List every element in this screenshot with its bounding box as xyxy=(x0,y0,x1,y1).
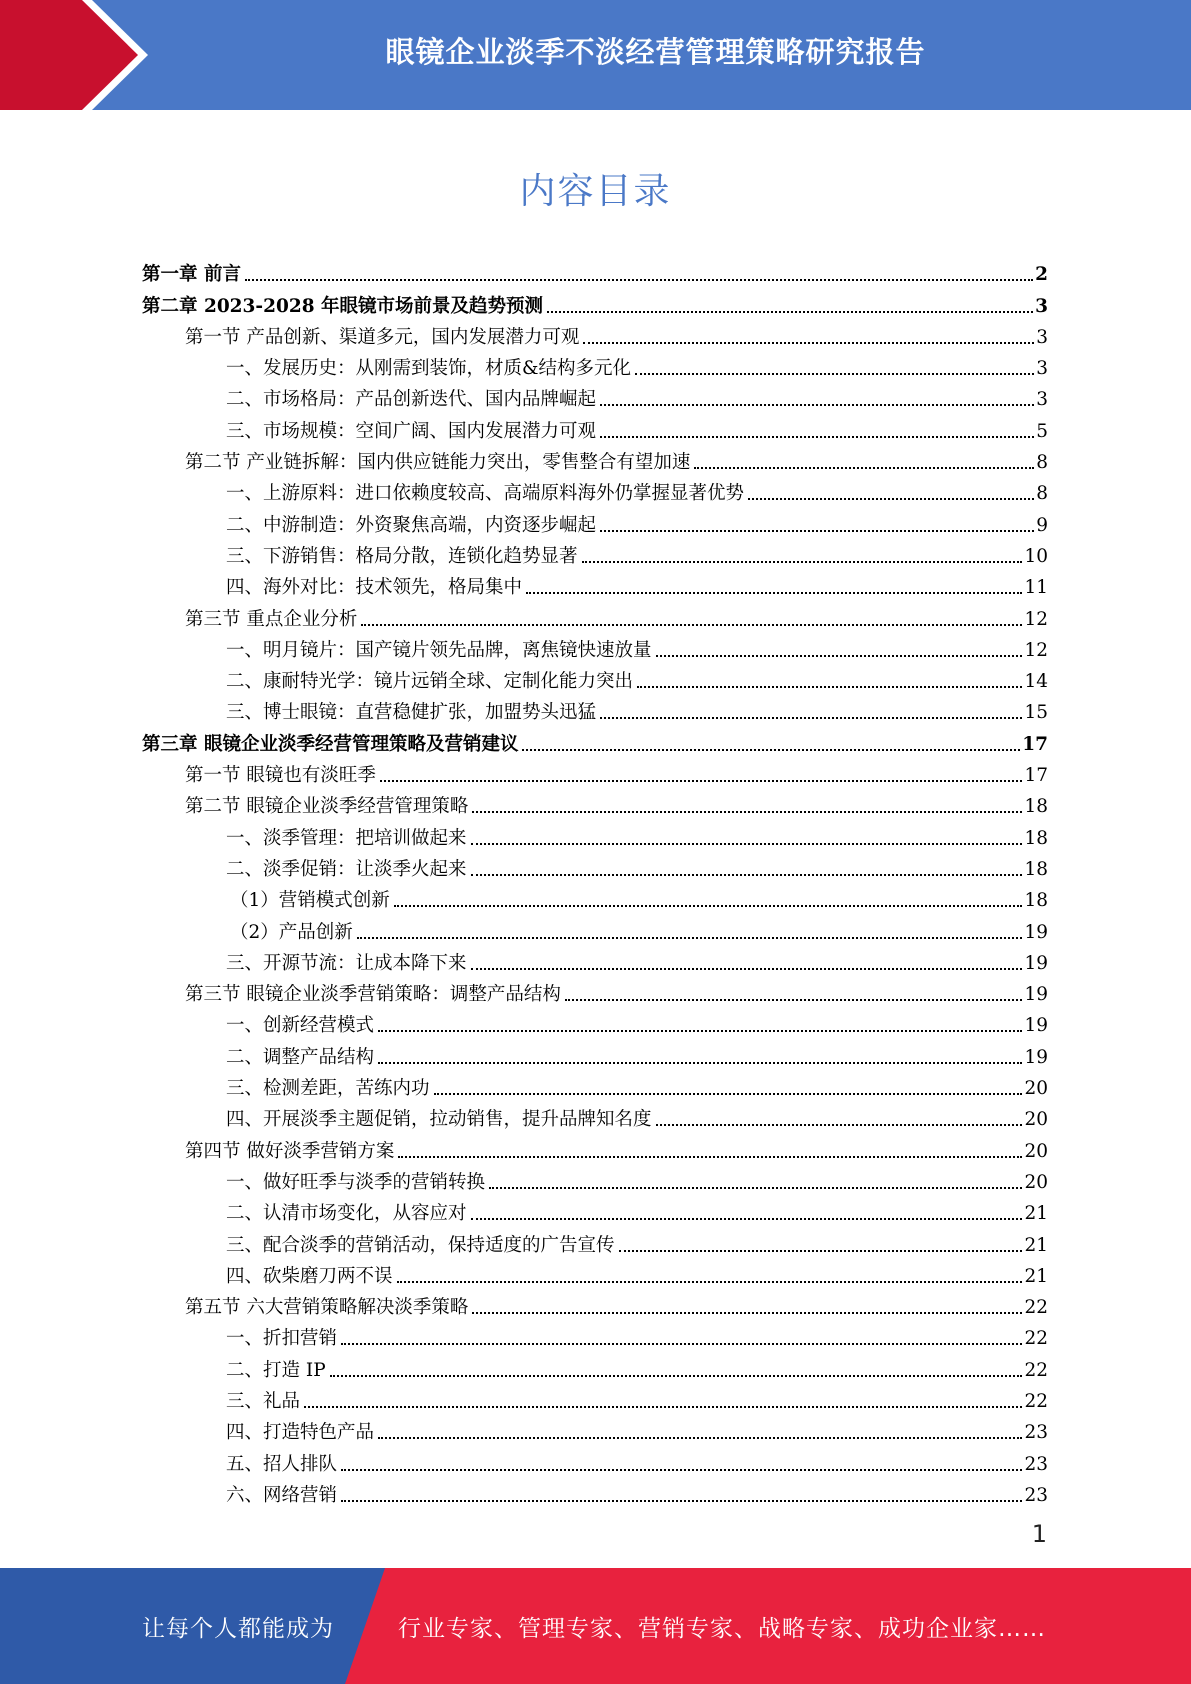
toc-dot-leader xyxy=(245,278,1033,281)
toc-entry-page: 20 xyxy=(1024,1078,1048,1100)
toc-dot-leader xyxy=(656,654,1023,657)
toc-dot-leader xyxy=(547,310,1033,313)
toc-entry-page: 3 xyxy=(1036,326,1048,348)
footer-slogan-right: 行业专家、管理专家、营销专家、战略专家、成功企业家…… xyxy=(398,1615,1046,1642)
toc-entry[interactable] xyxy=(142,1444,1048,1475)
toc-dot-leader xyxy=(341,1342,1022,1345)
toc-entry-title: 三、礼品 xyxy=(226,1390,301,1412)
toc-entry-page: 14 xyxy=(1024,671,1048,693)
toc-entry[interactable] xyxy=(142,944,1048,975)
toc-entry[interactable] xyxy=(142,818,1048,849)
toc-entry-page: 12 xyxy=(1024,608,1048,630)
toc-entry-title: 二、调整产品结构 xyxy=(226,1046,375,1068)
toc-entry-page: 19 xyxy=(1024,1015,1048,1037)
toc-entry-page: 22 xyxy=(1024,1297,1048,1319)
toc-entry[interactable] xyxy=(142,1100,1048,1131)
toc-entry-title: 二、打造 IP xyxy=(226,1359,326,1381)
toc-entry-title: 二、中游制造：外资聚焦高端，内资逐步崛起 xyxy=(226,514,597,536)
toc-entry-title: 四、开展淡季主题促销，拉动销售，提升品牌知名度 xyxy=(226,1109,652,1131)
toc-entry-title: 第一节 产品创新、渠道多元，国内发展潜力可观 xyxy=(185,326,580,348)
toc-entry-page: 22 xyxy=(1024,1359,1048,1381)
toc-dot-leader xyxy=(361,623,1022,626)
toc-entry-page: 3 xyxy=(1035,295,1048,317)
toc-entry-page: 20 xyxy=(1024,1140,1048,1162)
toc-entry[interactable] xyxy=(142,756,1048,787)
page-number: 1 xyxy=(1031,1520,1047,1548)
toc-entry[interactable] xyxy=(142,443,1048,474)
toc-dot-leader xyxy=(489,1186,1022,1189)
toc-entry-title: 二、康耐特光学：镜片远销全球、定制化能力突出 xyxy=(226,671,634,693)
toc-entry-page: 21 xyxy=(1024,1234,1048,1256)
toc-dot-leader xyxy=(398,1155,1022,1158)
toc-entry[interactable] xyxy=(142,787,1048,818)
toc-dot-leader xyxy=(748,497,1034,500)
toc-entry-title: 五、招人排队 xyxy=(226,1453,338,1475)
toc-entry-title: 一、做好旺季与淡季的营销转换 xyxy=(226,1171,486,1193)
toc-entry-title: 第四节 做好淡季营销方案 xyxy=(185,1140,395,1162)
toc-entry-page: 23 xyxy=(1024,1453,1048,1475)
toc-entry-title: 一、发展历史：从刚需到装饰，材质&结构多元化 xyxy=(226,358,631,380)
toc-entry-title: 三、下游销售：格局分散，连锁化趋势显著 xyxy=(226,545,578,567)
toc-entry[interactable] xyxy=(142,850,1048,881)
toc-entry-page: 3 xyxy=(1036,389,1048,411)
toc-entry-title: （1）营销模式创新 xyxy=(230,890,390,912)
footer-slogan-left: 让每个人都能成为 xyxy=(142,1615,334,1642)
toc-entry[interactable] xyxy=(142,1382,1048,1413)
toc-entry[interactable] xyxy=(142,1006,1048,1037)
toc-heading: 内容目录 xyxy=(519,171,672,212)
toc-dot-leader xyxy=(380,779,1023,782)
toc-entry[interactable] xyxy=(142,1257,1048,1288)
toc-dot-leader xyxy=(304,1405,1022,1408)
toc-dot-leader xyxy=(637,685,1022,688)
toc-entry[interactable] xyxy=(142,255,1048,286)
toc-dot-leader xyxy=(394,904,1023,907)
toc-entry-title: 四、海外对比：技术领先，格局集中 xyxy=(226,577,523,599)
toc-entry-title: 一、明月镜片：国产镜片领先品牌，离焦镜快速放量 xyxy=(226,639,652,661)
toc-entry-title: 四、砍柴磨刀两不误 xyxy=(226,1265,393,1287)
toc-entry-page: 17 xyxy=(1022,733,1048,755)
toc-entry-title: 三、配合淡季的营销活动，保持适度的广告宣传 xyxy=(226,1234,615,1256)
toc-entry-page: 20 xyxy=(1024,1109,1048,1131)
toc-entry[interactable] xyxy=(142,411,1048,442)
toc-entry-title: 一、上游原料：进口依赖度较高、高端原料海外仍掌握显著优势 xyxy=(226,483,745,505)
toc-dot-leader xyxy=(397,1280,1023,1283)
toc-entry-page: 18 xyxy=(1024,890,1048,912)
toc-entry-title: 第一节 眼镜也有淡旺季 xyxy=(185,765,376,787)
toc-dot-leader xyxy=(378,1436,1022,1439)
toc-entry-page: 23 xyxy=(1024,1484,1048,1506)
toc-entry[interactable] xyxy=(142,1288,1048,1319)
toc-entry-page: 8 xyxy=(1036,452,1048,474)
toc-entry-title: 二、认清市场变化，从容应对 xyxy=(226,1203,467,1225)
toc-entry-title: 三、市场规模：空间广阔、国内发展潜力可观 xyxy=(226,420,597,442)
toc-entry-title: 第三节 眼镜企业淡季营销策略：调整产品结构 xyxy=(185,984,561,1006)
toc-dot-leader xyxy=(471,873,1023,876)
toc-entry[interactable] xyxy=(142,349,1048,380)
toc-entry-page: 19 xyxy=(1024,984,1048,1006)
toc-entry[interactable] xyxy=(142,1476,1048,1507)
toc-entry[interactable] xyxy=(142,380,1048,411)
toc-entry[interactable] xyxy=(142,1163,1048,1194)
toc-entry[interactable] xyxy=(142,537,1048,568)
toc-entry-title: 第二节 产业链拆解：国内供应链能力突出，零售整合有望加速 xyxy=(185,452,691,474)
toc-dot-leader xyxy=(471,842,1023,845)
toc-entry[interactable] xyxy=(142,724,1048,755)
toc-entry[interactable] xyxy=(142,599,1048,630)
toc-entry-title: 二、市场格局：产品创新迭代、国内品牌崛起 xyxy=(226,389,597,411)
toc-entry[interactable] xyxy=(142,975,1048,1006)
toc-entry-title: 一、折扣营销 xyxy=(226,1328,338,1350)
toc-entry[interactable] xyxy=(142,568,1048,599)
toc-entry-page: 19 xyxy=(1024,921,1048,943)
toc-dot-leader xyxy=(565,998,1023,1001)
toc-entry-page: 9 xyxy=(1036,514,1048,536)
toc-dot-leader xyxy=(434,1092,1023,1095)
toc-dot-leader xyxy=(635,372,1034,375)
toc-dot-leader xyxy=(472,810,1022,813)
toc-entry-page: 22 xyxy=(1024,1328,1048,1350)
toc-entry-page: 21 xyxy=(1024,1203,1048,1225)
toc-entry[interactable] xyxy=(142,693,1048,724)
report-title: 眼镜企业淡季不淡经营管理策略研究报告 xyxy=(385,34,926,69)
toc-entry[interactable] xyxy=(142,286,1048,317)
toc-entry[interactable] xyxy=(142,912,1048,943)
toc-dot-leader xyxy=(341,1499,1022,1502)
toc-entry-title: （2）产品创新 xyxy=(230,921,353,943)
toc-entry[interactable] xyxy=(142,1194,1048,1225)
toc-entry-page: 2 xyxy=(1035,264,1048,286)
toc-entry-title: 三、开源节流：让成本降下来 xyxy=(226,952,467,974)
toc-dot-leader xyxy=(357,936,1023,939)
toc-entry-page: 21 xyxy=(1024,1265,1048,1287)
toc-dot-leader xyxy=(471,1217,1023,1220)
toc-dot-leader xyxy=(341,1468,1022,1471)
toc-entry-page: 8 xyxy=(1036,483,1048,505)
toc-dot-leader xyxy=(600,716,1022,719)
toc-entry-title: 第五节 六大营销策略解决淡季策略 xyxy=(185,1297,469,1319)
header-arrow-decoration xyxy=(0,0,150,110)
toc-entry-page: 19 xyxy=(1024,952,1048,974)
toc-dot-leader xyxy=(472,1311,1022,1314)
toc-entry-page: 3 xyxy=(1036,358,1048,380)
toc-dot-leader xyxy=(619,1249,1023,1252)
toc-entry[interactable] xyxy=(142,1350,1048,1381)
toc-entry[interactable] xyxy=(142,1131,1048,1162)
toc-entry-page: 22 xyxy=(1024,1390,1048,1412)
toc-entry-page: 15 xyxy=(1024,702,1048,724)
toc-dot-leader xyxy=(522,748,1020,751)
toc-entry-title: 第三章 眼镜企业淡季经营管理策略及营销建议 xyxy=(142,733,519,755)
toc-dot-leader xyxy=(694,466,1034,469)
toc-entry-title: 第三节 重点企业分析 xyxy=(185,608,358,630)
toc-dot-leader xyxy=(378,1029,1022,1032)
toc-entry-page: 10 xyxy=(1024,545,1048,567)
toc-entry-title: 三、博士眼镜：直营稳健扩张，加盟势头迅猛 xyxy=(226,702,597,724)
toc-entry-page: 20 xyxy=(1024,1171,1048,1193)
toc-entry-page: 17 xyxy=(1024,765,1048,787)
toc-entry[interactable] xyxy=(142,474,1048,505)
header-banner xyxy=(0,0,1191,110)
toc-entry-title: 第二章 2023-2028 年眼镜市场前景及趋势预测 xyxy=(142,295,544,317)
toc-entry-page: 18 xyxy=(1024,827,1048,849)
toc-entry[interactable] xyxy=(142,881,1048,912)
toc-dot-leader xyxy=(471,967,1023,970)
table-of-contents xyxy=(142,255,1048,1507)
toc-entry[interactable] xyxy=(142,662,1048,693)
toc-entry-page: 23 xyxy=(1024,1422,1048,1444)
toc-dot-leader xyxy=(330,1374,1023,1377)
toc-entry-title: 第二节 眼镜企业淡季经营管理策略 xyxy=(185,796,469,818)
toc-entry-title: 三、检测差距，苦练内功 xyxy=(226,1078,430,1100)
toc-entry[interactable] xyxy=(142,505,1048,536)
toc-dot-leader xyxy=(600,403,1034,406)
toc-entry-title: 一、淡季管理：把培训做起来 xyxy=(226,827,467,849)
toc-entry[interactable] xyxy=(142,1069,1048,1100)
toc-entry-title: 二、淡季促销：让淡季火起来 xyxy=(226,858,467,880)
toc-entry-title: 第一章 前言 xyxy=(142,264,241,286)
toc-dot-leader xyxy=(582,560,1023,563)
toc-dot-leader xyxy=(600,529,1034,532)
toc-dot-leader xyxy=(656,1123,1023,1126)
toc-entry[interactable] xyxy=(142,1319,1048,1350)
toc-entry-page: 19 xyxy=(1024,1046,1048,1068)
toc-dot-leader xyxy=(526,591,1022,594)
toc-entry-page: 18 xyxy=(1024,796,1048,818)
toc-entry[interactable] xyxy=(142,631,1048,662)
toc-entry-page: 18 xyxy=(1024,858,1048,880)
toc-entry-page: 5 xyxy=(1036,420,1048,442)
toc-entry-title: 四、打造特色产品 xyxy=(226,1422,375,1444)
footer-banner xyxy=(0,1568,1191,1684)
toc-entry-title: 一、创新经营模式 xyxy=(226,1015,375,1037)
toc-dot-leader xyxy=(583,341,1034,344)
toc-dot-leader xyxy=(378,1061,1022,1064)
toc-entry-page: 12 xyxy=(1024,639,1048,661)
toc-entry-title: 六、网络营销 xyxy=(226,1484,338,1506)
toc-entry[interactable] xyxy=(142,1413,1048,1444)
toc-entry-page: 11 xyxy=(1024,577,1048,599)
toc-entry[interactable] xyxy=(142,1225,1048,1256)
toc-dot-leader xyxy=(600,435,1034,438)
toc-entry[interactable] xyxy=(142,318,1048,349)
toc-entry[interactable] xyxy=(142,1037,1048,1068)
